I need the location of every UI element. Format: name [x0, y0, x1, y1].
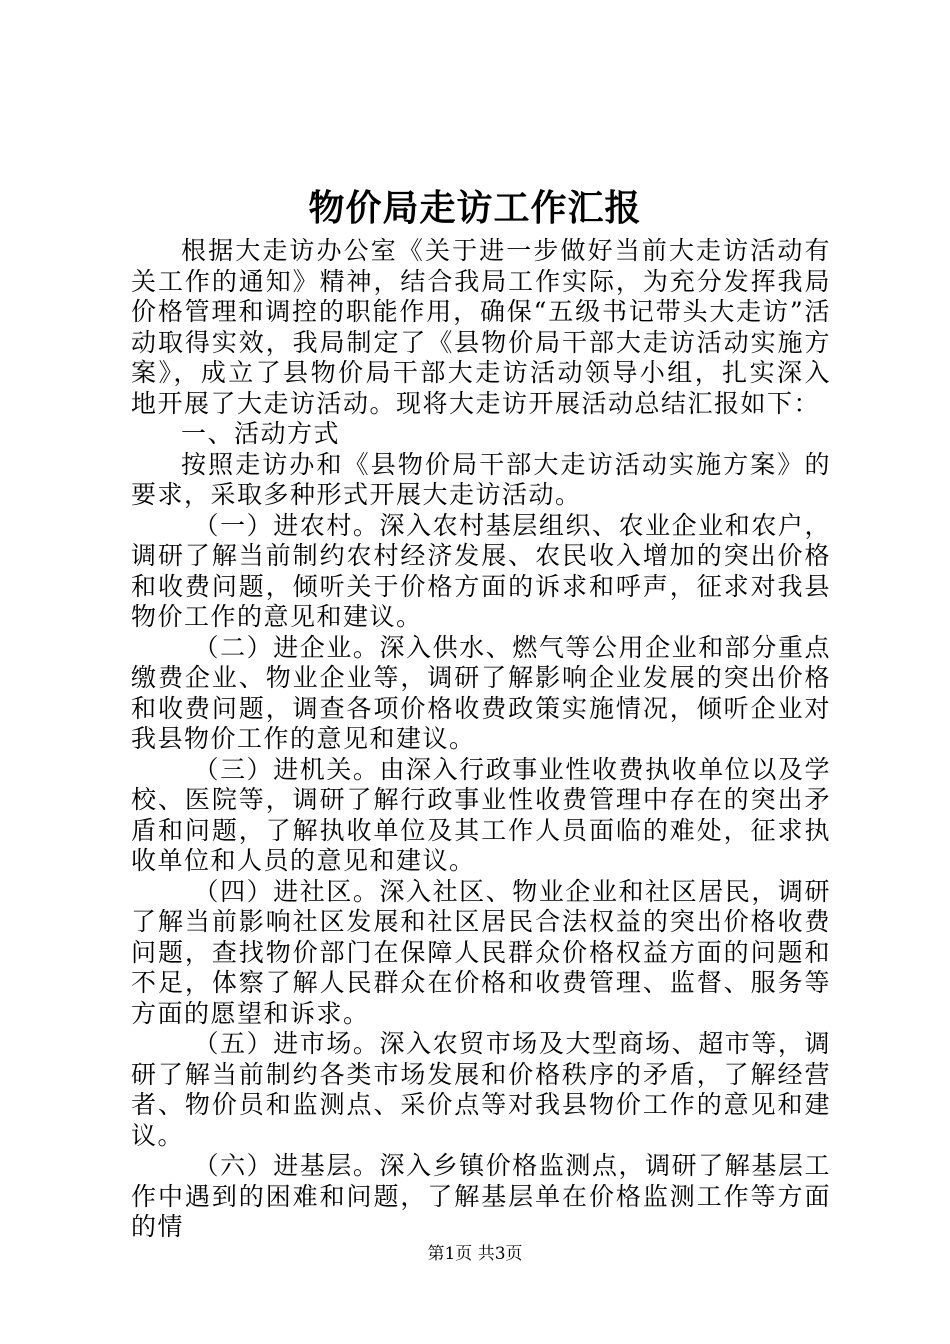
- paragraph-item-rural: （一）进农村。深入农村基层组织、农业企业和农户，调研了解当前制约农村经济发展、农民收入增加的突出价格和收费问题，倾听关于价格方面的诉求和呼声，征求对我县物价工作的意见和建议。: [131, 510, 831, 631]
- paragraph-method-overview: 按照走访办和《县物价局干部大走访活动实施方案》的要求，采取多种形式开展大走访活动。: [131, 449, 831, 509]
- paragraph-intro: 根据大走访办公室《关于进一步做好当前大走访活动有关工作的通知》精神，结合我局工作实际，为充分发挥我局价格管理和调控的职能作用，确保“五级书记带头大走访”活动取得实效，我局制定了《县物价局干部大走访活动实施方案》，成立了县物价局干部大走访活动领导小组，扎实深入地开展了大走访活动。现将大走访开展活动总结汇报如下：: [131, 236, 831, 418]
- paragraph-item-grassroots: （六）进基层。深入乡镇价格监测点，调研了解基层工作中遇到的困难和问题，了解基层单在价格监测工作等方面的情: [131, 1151, 831, 1241]
- paragraph-item-market: （五）进市场。深入农贸市场及大型商场、超市等，调研了解当前制约各类市场发展和价格秩序的矛盾，了解经营者、物价员和监测点、采价点等对我县物价工作的意见和建议。: [131, 1029, 831, 1150]
- paragraph-item-agencies: （三）进机关。由深入行政事业性收费执收单位以及学校、医院等，调研了解行政事业性收费管理中存在的突出矛盾和问题，了解执收单位及其工作人员面临的难处，征求执收单位和人员的意见和建议。: [131, 754, 831, 875]
- section-heading-activity-method: 一、活动方式: [181, 419, 341, 448]
- paragraph-item-community: （四）进社区。深入社区、物业企业和社区居民，调研了解当前影响社区发展和社区居民合法权益的突出价格收费问题，查找物价部门在保障人民群众价格权益方面的问题和不足，体察了解人民群众在价格和收费管理、监督、服务等方面的愿望和诉求。: [131, 876, 831, 1028]
- document-title: 物价局走访工作汇报: [308, 187, 642, 229]
- document-body: [131, 236, 831, 1243]
- paragraph-item-enterprise: （二）进企业。深入供水、燃气等公用企业和部分重点缴费企业、物业企业等，调研了解影响企业发展的突出价格和收费问题，调查各项价格收费政策实施情况，倾听企业对我县物价工作的意见和建议。: [131, 632, 831, 753]
- page-number-footer: 第1页 共3页: [427, 1244, 523, 1264]
